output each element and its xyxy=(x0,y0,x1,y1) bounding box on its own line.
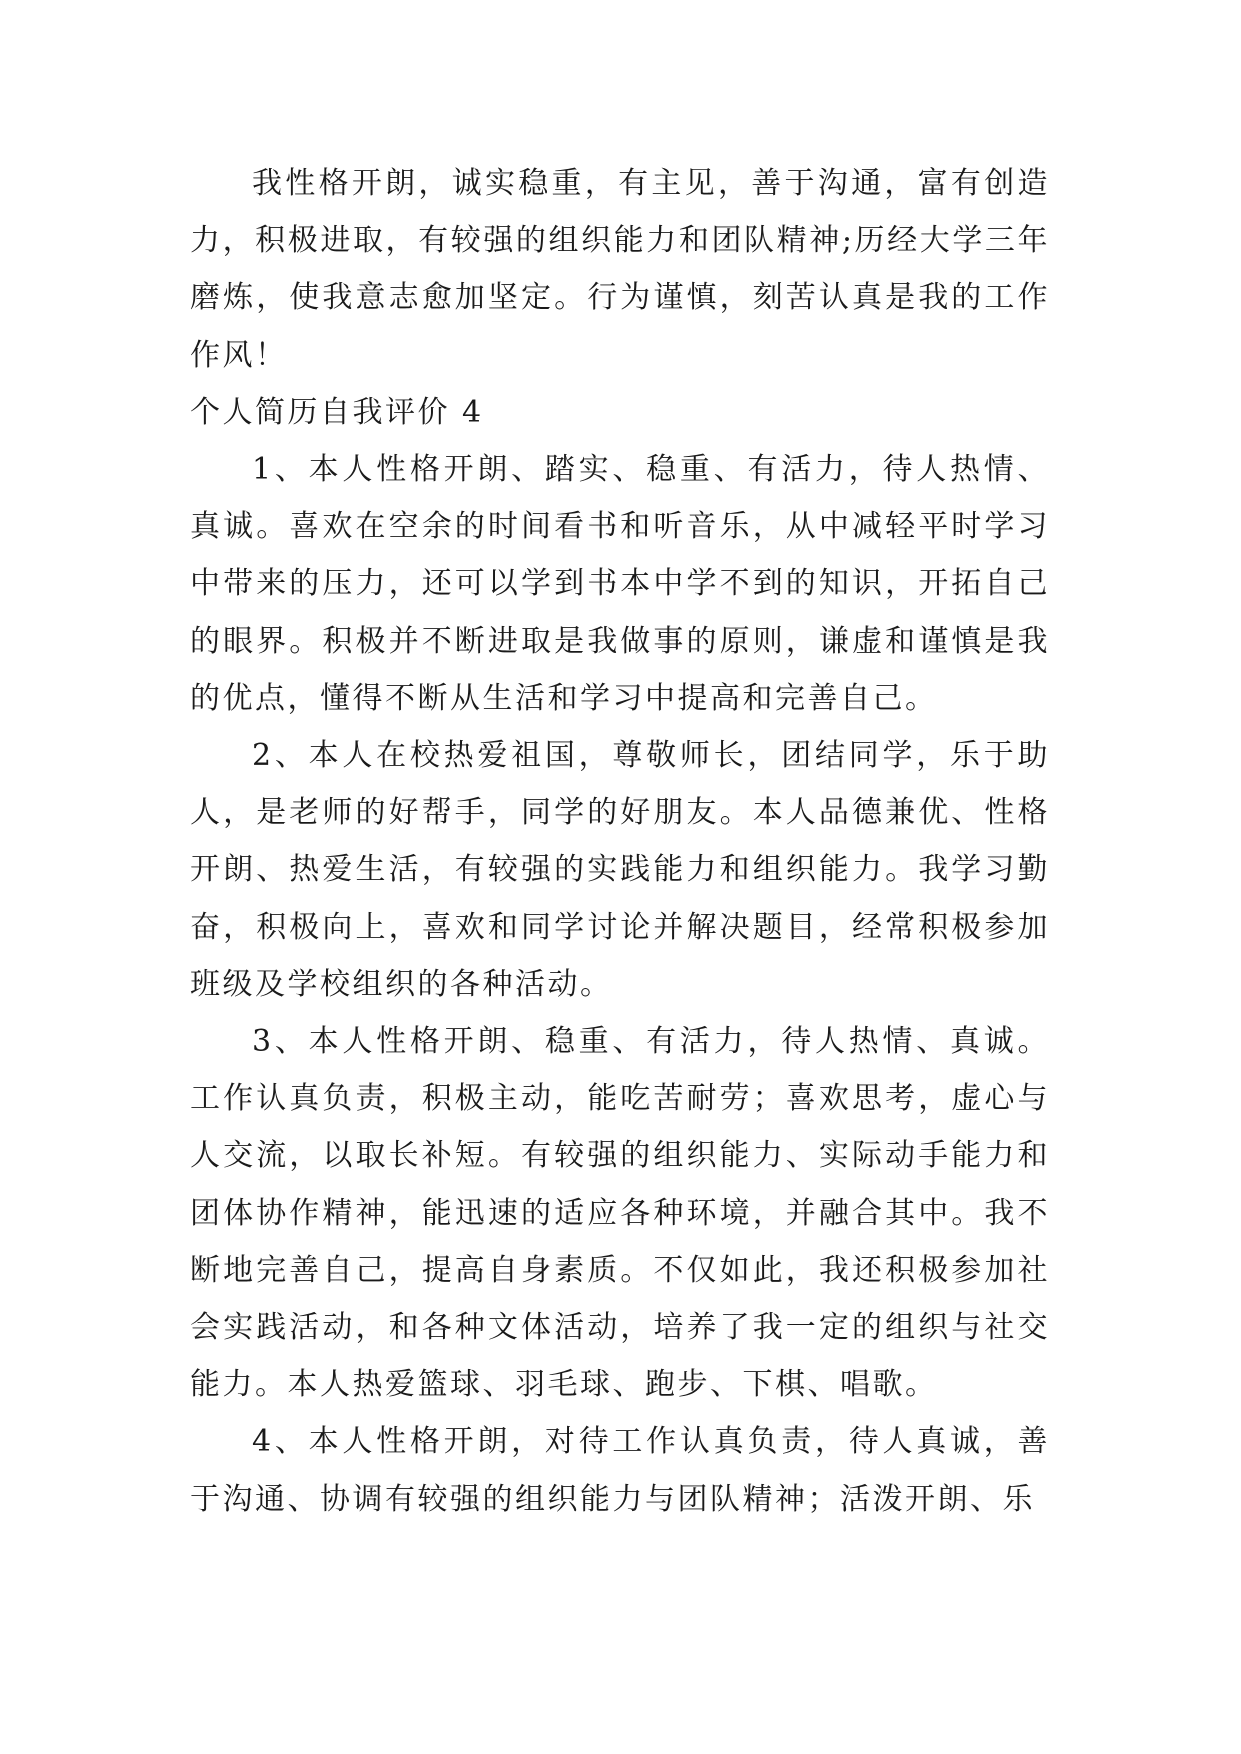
evaluation-item-1: 1、本人性格开朗、踏实、稳重、有活力，待人热情、真诚。喜欢在空余的时间看书和听音乐，从中减轻平时学习中带来的压力，还可以学到书本中学不到的知识，开拓自己的眼界。积极并不断进取是我做事的原则，谦虚和谨慎是我的优点，懂得不断从生活和学习中提高和完善自己。 xyxy=(190,452,1050,716)
evaluation-item-4: 4、本人性格开朗，对待工作认真负责，待人真诚，善于沟通、协调有较强的组织能力与团队精神；活泼开朗、乐 xyxy=(190,1424,1050,1517)
section-heading: 个人简历自我评价 4 xyxy=(190,394,484,430)
intro-paragraph: 我性格开朗，诚实稳重，有主见，善于沟通，富有创造力，积极进取，有较强的组织能力和团队精神;历经大学三年磨炼，使我意志愈加坚定。行为谨慎，刻苦认真是我的工作作风！ xyxy=(190,166,1050,373)
evaluation-item-2: 2、本人在校热爱祖国，尊敬师长，团结同学，乐于助人，是老师的好帮手，同学的好朋友。本人品德兼优、性格开朗、热爱生活，有较强的实践能力和组织能力。我学习勤奋，积极向上，喜欢和同学讨论并解决题目，经常积极参加班级及学校组织的各种活动。 xyxy=(190,738,1050,1002)
evaluation-item-3: 3、本人性格开朗、稳重、有活力，待人热情、真诚。工作认真负责，积极主动，能吃苦耐劳；喜欢思考，虚心与人交流，以取长补短。有较强的组织能力、实际动手能力和团体协作精神，能迅速的适应各种环境，并融合其中。我不断地完善自己，提高自身素质。不仅如此，我还积极参加社会实践活动，和各种文体活动，培养了我一定的组织与社交能力。本人热爱篮球、羽毛球、跑步、下棋、唱歌。 xyxy=(190,1024,1050,1403)
document-body xyxy=(190,155,1050,1528)
